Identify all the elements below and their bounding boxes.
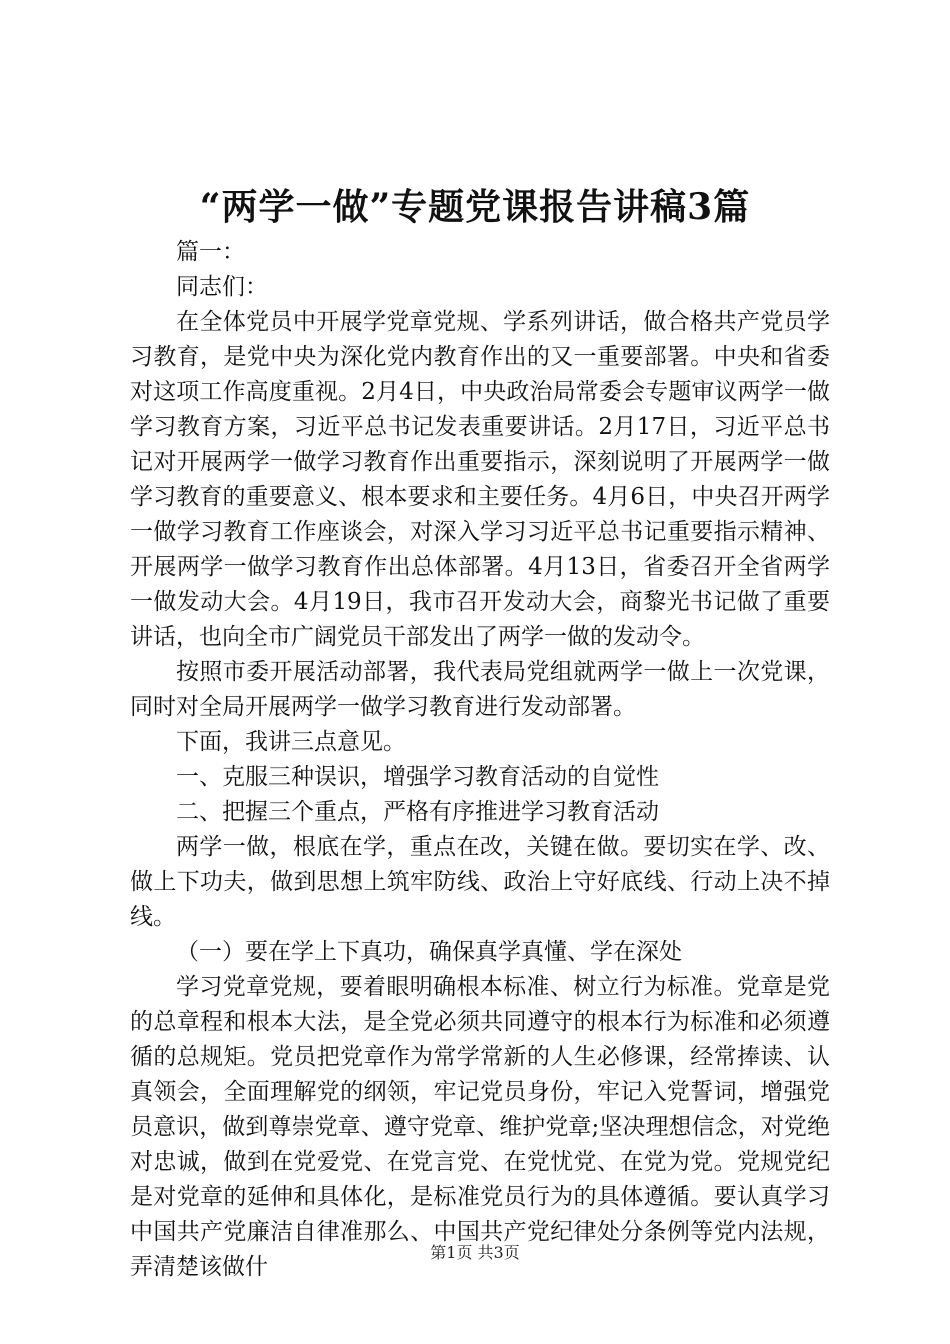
paragraph-key-focus: 两学一做，根底在学，重点在改，关键在做。要切实在学、改、做上下功夫，做到思想上筑牢防线、政治上守好底线、行动上决不掉线。 bbox=[130, 834, 830, 930]
subheading-study: （一）要在学上下真功，确保真学真懂、学在深处 bbox=[176, 939, 682, 965]
heading-point-two: 二、把握三个重点，严格有序推进学习教育活动 bbox=[176, 799, 659, 825]
document-body bbox=[130, 235, 830, 1285]
section-heading-part-one: 篇一： bbox=[176, 239, 245, 265]
paragraph-party-constitution: 学习党章党规，要着眼明确根本标准、树立行为标准。党章是党的总章程和根本大法，是全党必须共同遵守的根本行为标准和必须遵循的总规矩。党员把党章作为常学常新的人生必修课，经常捧读、认真领会，全面理解党的纲领，牢记党员身份，牢记入党誓词，增强党员意识，做到尊崇党章、遵守党章、维护党章;坚决理想信念，对党绝对忠诚，做到在党爱党、在党言党、在党忧党、在党为党。党规党纪是对党章的延伸和具体化，是标准党员行为的具体遵循。要认真学习中国共产党廉洁自律准那么、中国共产党纪律处分条例等党内法规，弄清楚该做什 bbox=[130, 974, 830, 1280]
page-footer: 第1页 共3页 bbox=[430, 1243, 520, 1262]
paragraph-purpose: 按照市委开展活动部署，我代表局党组就两学一做上一次党课，同时对全局开展两学一做学习教育进行发动部署。 bbox=[130, 659, 830, 720]
paragraph-intro: 下面，我讲三点意见。 bbox=[176, 729, 406, 755]
heading-point-one: 一、克服三种误识，增强学习教育活动的自觉性 bbox=[176, 764, 659, 790]
document-title: “两学一做”专题党课报告讲稿3篇 bbox=[199, 186, 751, 228]
salutation: 同志们： bbox=[176, 274, 268, 300]
paragraph-background: 在全体党员中开展学党章党规、学系列讲话，做合格共产党员学习教育，是党中央为深化党内教育作出的又一重要部署。中央和省委对这项工作高度重视。2月4日，中央政治局常委会专题审议两学一做学习教育方案，习近平总书记发表重要讲话。2月17日，习近平总书记对开展两学一做学习教育作出重要指示，深刻说明了开展两学一做学习教育的重要意义、根本要求和主要任务。4月6日，中央召开两学一做学习教育工作座谈会，对深入学习习近平总书记重要指示精神、开展两学一做学习教育作出总体部署。4月13日，省委召开全省两学一做发动大会。4月19日，我市召开发动大会，商黎光书记做了重要讲话，也向全市广阔党员干部发出了两学一做的发动令。 bbox=[130, 309, 830, 650]
